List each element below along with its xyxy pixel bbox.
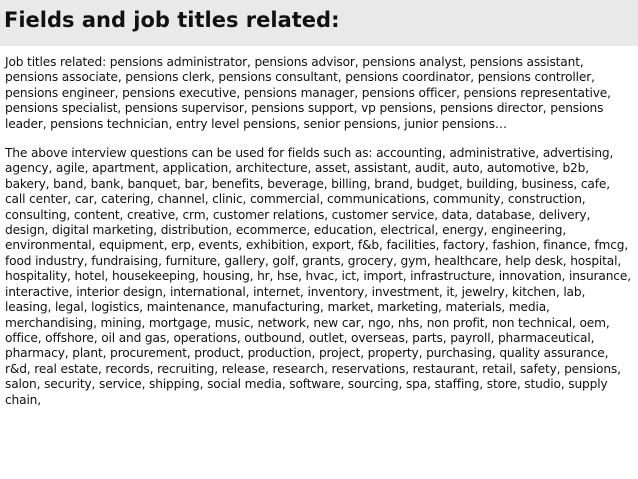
slide-body — [5, 55, 633, 408]
title-bar — [0, 0, 638, 46]
job-titles-paragraph: Job titles related: pensions administrator, pensions advisor, pensions analyst, pensions assistant, pensions associate, pensions clerk, pensions consultant, pensions coordinator, pensions controller, pensions engineer, pensions executive, pensions manager, pensions officer, pensions representative, pensions specialist, pensions supervisor, pensions support, vp pensions, pensions director, pensions leader, pensions technician, entry level pensions, senior pensions, junior pensions… — [5, 55, 611, 131]
fields-paragraph: The above interview questions can be used for fields such as: accounting, administrative, advertising, agency, agile, apartment, application, architecture, asset, assistant, audit, auto, automotive, b2b, bakery, band, bank, banquet, bar, benefits, beverage, billing, brand, budget, building, business, cafe, call center, car, catering, channel, clinic, commercial, communications, community, construction, consulting, content, creative, crm, customer relations, customer service, data, database, delivery, design, digital marketing, distribution, ecommerce, education, electrical, energy, engineering, environmental, equipment, erp, events, exhibition, export, f&b, facilities, factory, fashion, finance, fmcg, food industry, fundraising, furniture, gallery, golf, grants, grocery, gym, healthcare, help desk, hospital, hospitality, hotel, housekeeping, housing, hr, hse, hvac, ict, import, infrastructure, innovation, insurance, interactive, interior design, international, internet, inventory, investment, it, jewelry, kitchen, lab, leasing, legal, logistics, maintenance, manufacturing, market, marketing, materials, media, merchandising, mining, mortgage, music, network, new car, ngo, nhs, non profit, non technical, oem, office, offshore, oil and gas, operations, outbound, outlet, overseas, parts, payroll, pharmaceutical, pharmacy, plant, procurement, product, production, project, property, purchasing, quality assurance, r&d, real estate, records, recruiting, release, research, reservations, restaurant, retail, safety, pensions, salon, security, service, shipping, social media, software, sourcing, spa, staffing, store, studio, supply chain, — [5, 146, 631, 407]
slide-title: Fields and job titles related: — [4, 8, 340, 32]
